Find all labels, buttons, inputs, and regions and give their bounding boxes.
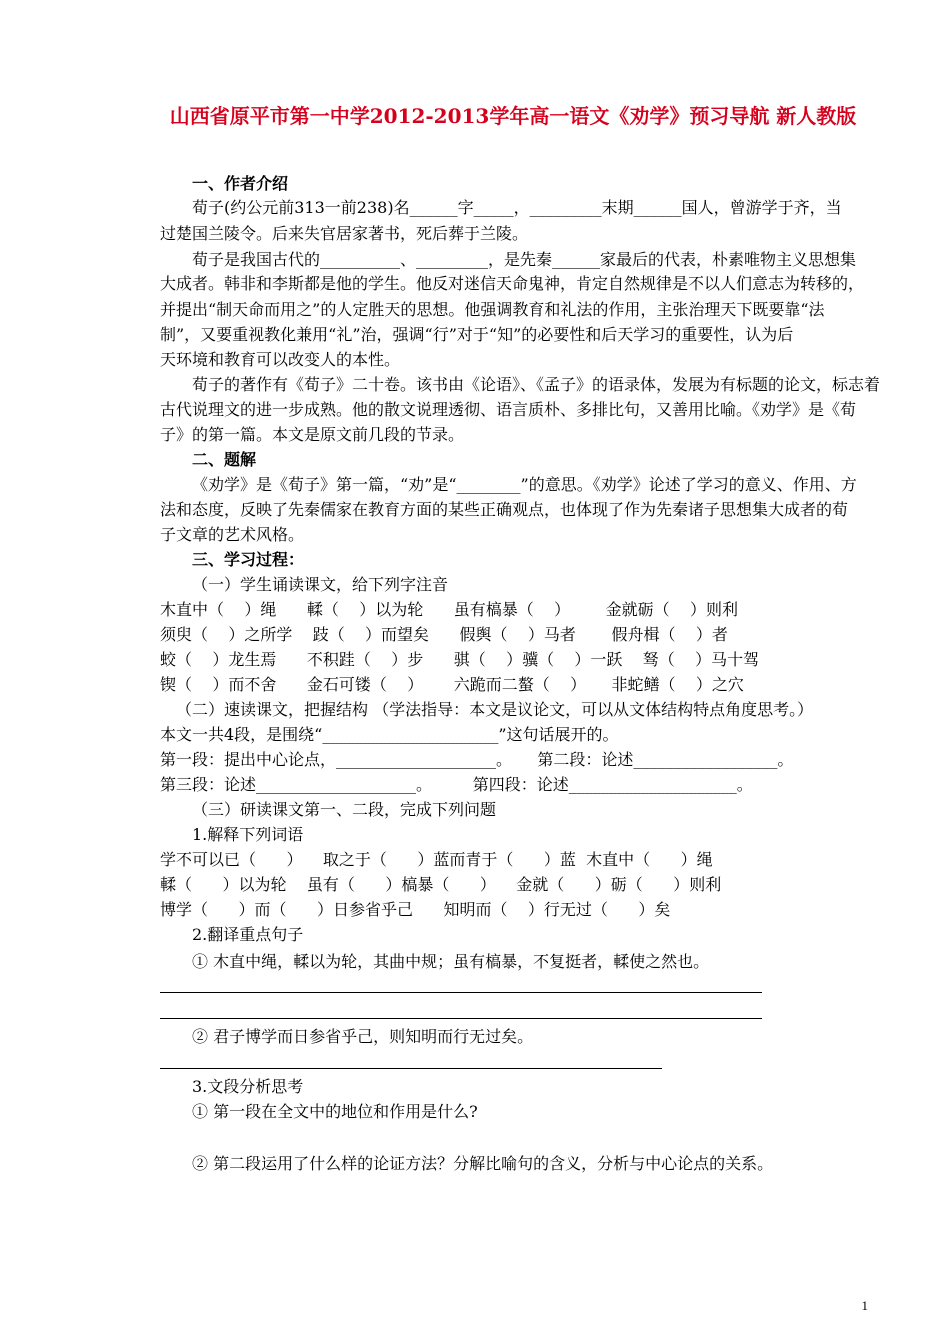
paragraph-line: 过楚国兰陵令。后来失官居家著书，死后葬于兰陵。 bbox=[160, 224, 529, 243]
analysis-question: ② 第二段运用了什么样的论证方法？分解比喻句的含义，分析与中心论点的关系。 bbox=[192, 1154, 774, 1173]
answer-line bbox=[160, 992, 762, 993]
paragraph-line: 并提出“制天命而用之”的人定胜天的思想。他强调教育和礼法的作用，主张治理天下既要靠“法 bbox=[160, 300, 825, 319]
pinyin-row: 木直中（ ）绳 輮（ ）以为轮 虽有槁暴（ ） 金就砺（ ）则利 bbox=[160, 600, 739, 619]
vocab-row: 学不可以已（ ） 取之于（ ）蓝而青于（ ）蓝 木直中（ ）绳 bbox=[160, 850, 713, 869]
vocab-row: 輮（ ）以为轮 虽有（ ）槁暴（ ） 金就（ ）砺（ ）则利 bbox=[160, 875, 722, 894]
answer-line bbox=[160, 1068, 662, 1069]
paragraph-line: 天环境和教育可以改变人的本性。 bbox=[160, 350, 401, 369]
analysis-question: ① 第一段在全文中的地位和作用是什么? bbox=[192, 1102, 478, 1121]
vocab-row: 博学（ ）而（ ）日参省乎己 知明而（ ）行无过（ ）矣 bbox=[160, 900, 671, 919]
paragraph-line: 《劝学》是《荀子》第一篇，“劝”是“________”的意思。《劝学》论述了学习的意义、作用、方 bbox=[192, 475, 857, 494]
sentence-to-translate: ② 君子博学而日参省乎己，则知明而行无过矣。 bbox=[192, 1027, 534, 1046]
sentence-to-translate: ① 木直中绳，輮以为轮，其曲中规；虽有槁暴，不复挺者，輮使之然也。 bbox=[192, 952, 710, 971]
paragraph-line: 本文一共4段，是围绕“______________________”这句话展开的。 bbox=[160, 725, 619, 744]
paragraph-line: 制”，又要重视教化兼用“礼”治，强调“行”对于“知”的必要性和后天学习的重要性，认为后 bbox=[160, 325, 794, 344]
paragraph-line: 荀子的著作有《荀子》二十卷。该书由《论语》、《孟子》的语录体，发展为有标题的论文，标志着 bbox=[192, 375, 881, 394]
subsection-heading: （二）速读课文，把握结构 （学法指导：本文是议论文，可以从文体结构特点角度思考。） bbox=[176, 700, 814, 719]
paragraph-line: 第一段：提出中心论点，____________________。 第二段：论述__________________。 bbox=[160, 750, 794, 769]
paragraph-line: 第三段：论述____________________。 第四段：论述_____________________。 bbox=[160, 775, 753, 794]
paragraph-line: 子文章的艺术风格。 bbox=[160, 525, 305, 544]
paragraph-line: 子》的第一篇。本文是原文前几段的节录。 bbox=[160, 425, 465, 444]
document-title: 山西省原平市第一中学2012-2013学年高一语文《劝学》预习导航 新人教版 bbox=[169, 104, 857, 128]
paragraph-line: 荀子是我国古代的__________、_________，是先秦______家最后的代表，朴素唯物主义思想集 bbox=[192, 250, 857, 269]
section-heading-author: 一、作者介绍 bbox=[192, 174, 289, 193]
section-heading-learning-process: 三、学习过程： bbox=[192, 550, 305, 569]
pinyin-row: 须臾（ ）之所学 跂（ ）而望矣 假舆（ ）马者 假舟楫（ ）者 bbox=[160, 625, 728, 644]
paragraph-line: 大成者。韩非和李斯都是他的学生。他反对迷信天命鬼神，肯定自然规律是不以人们意志为转移的， bbox=[160, 274, 865, 293]
question-heading: 1.解释下列词语 bbox=[192, 825, 304, 844]
answer-line bbox=[160, 1018, 762, 1019]
pinyin-row: 锲（ ）而不舍 金石可镂（ ） 六跪而二螯（ ） 非蛇鳝（ ）之穴 bbox=[160, 675, 744, 694]
pinyin-row: 蛟（ ）龙生焉 不积跬（ ）步 骐（ ）骥（ ）一跃 驽（ ）马十驾 bbox=[160, 650, 760, 669]
question-heading: 3.文段分析思考 bbox=[192, 1077, 304, 1096]
paragraph-line: 荀子(约公元前313一前238)名______字_____，_________末期______国人，曾游学于齐，当 bbox=[192, 198, 842, 217]
page-number: 1 bbox=[861, 1298, 868, 1313]
paragraph-line: 法和态度，反映了先秦儒家在教育方面的某些正确观点，也体现了作为先秦诸子思想集大成者的荀 bbox=[160, 500, 849, 519]
question-heading: 2.翻译重点句子 bbox=[192, 925, 304, 944]
subsection-heading: （一）学生诵读课文，给下列字注音 bbox=[192, 575, 449, 594]
subsection-heading: （三）研读课文第一、二段，完成下列问题 bbox=[192, 800, 497, 819]
paragraph-line: 古代说理文的进一步成熟。他的散文说理透彻、语言质朴、多排比句，又善用比喻。《劝学》是《荀 bbox=[160, 400, 857, 419]
section-heading-title-explanation: 二、题解 bbox=[192, 450, 257, 469]
